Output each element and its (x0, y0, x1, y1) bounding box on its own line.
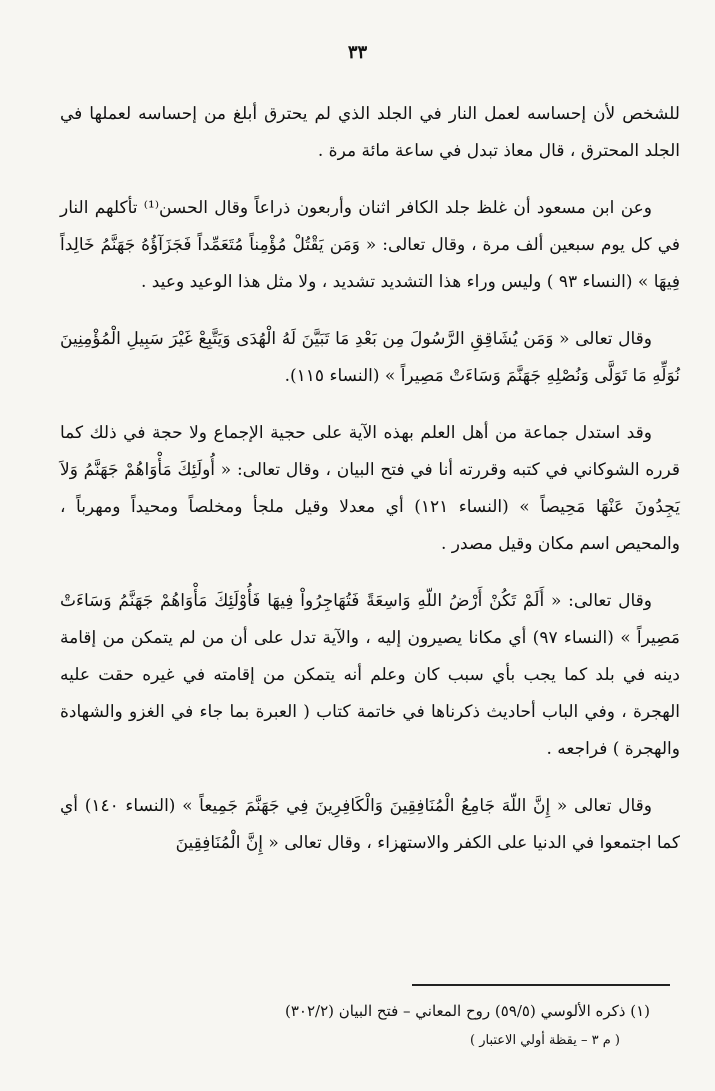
footnote-1: (١) ذكره الألوسي (٥٩/٥) روح المعاني – فتح البيان (٣٠٢/٢) (284, 1002, 650, 1020)
paragraph-3: وقال تعالى « وَمَن يُشَاقِقِ الرَّسُولَ مِن بَعْدِ مَا تَبَيَّنَ لَهُ الْهُدَى وَيَتَّبِعْ غَيْرَ سَبِيلِ الْمُؤْمِنِينَ نُوَلِّهِ مَا تَوَلَّى وَنُصْلِهِ جَهَنَّمَ وَسَاءَتْ مَصِيراً » (النساء ١١٥). (60, 329, 680, 386)
footnotes (150, 996, 650, 1056)
paragraph-5: وقال تعالى: « أَلَمْ تَكُنْ أَرْضُ اللّهِ وَاسِعَةً فَتُهَاجِرُواْ فِيهَا فَأُوْلَئِكَ مَأْوَاهُمْ جَهَنَّمُ وَسَاءَتْ مَصِيراً » (النساء ٩٧) أي مكانا يصيرون إليه ، والآية تدل على أن من لم يتمكن من إقامة دينه في بلد كما يجب بأي سبب كان وعلم أنه يتمكن من إقامته في غيره حقت عليه الهجرة ، وفي الباب أحاديث ذكرناها في خاتمة كتاب ( العبرة بما جاء في الغزو والشهادة والهجرة ) فراجعه . (60, 591, 680, 759)
body-text (60, 96, 680, 882)
footnote-divider (412, 984, 670, 986)
paragraph-1: للشخص لأن إحساسه لعمل النار في الجلد الذي لم يحترق أبلغ من إحساسه لعملها في الجلد المحترق ، قال معاذ تبدل في ساعة مائة مرة . (60, 104, 680, 161)
page-number: ٣٣ (347, 42, 368, 63)
paragraph-4: وقد استدل جماعة من أهل العلم بهذه الآية على حجية الإجماع ولا حجة في ذلك كما قرره الشوكاني في كتبه وقررته أنا في فتح البيان ، وقال تعالى: « أُولَئِكَ مَأْوَاهُمْ جَهَنَّمُ وَلاَ يَجِدُونَ عَنْهَا مَحِيصاً » (النساء ١٢١) أي معدلا وقيل ملجأ ومخلصاً ومحيداً ومهرباً ، والمحيص اسم مكان وقيل مصدر . (60, 423, 680, 554)
paragraph-6: وقال تعالى « إِنَّ اللّهَ جَامِعُ الْمُنَافِقِينَ وَالْكَافِرِينَ فِي جَهَنَّمَ جَمِيعاً » (النساء ١٤٠) أي كما اجتمعوا في الدنيا على الكفر والاستهزاء ، وقال تعالى « إِنَّ الْمُنَافِقِينَ (60, 796, 680, 853)
paragraph-2: وعن ابن مسعود أن غلظ جلد الكافر اثنان وأربعون ذراعاً وقال الحسن⁽¹⁾ تأكلهم النار في كل يوم سبعين ألف مرة ، وقال تعالى: « وَمَن يَقْتُلْ مُؤْمِناً مُتَعَمِّداً فَجَزَآؤُهُ جَهَنَّمُ خَالِداً فِيهَا » (النساء ٩٣ ) وليس وراء هذا التشديد تشديد ، ولا مثل هذا الوعيد وعيد . (60, 198, 680, 292)
print-signature: ( م ٣ – يقظة أولي الاعتبار ) (470, 1033, 620, 1048)
